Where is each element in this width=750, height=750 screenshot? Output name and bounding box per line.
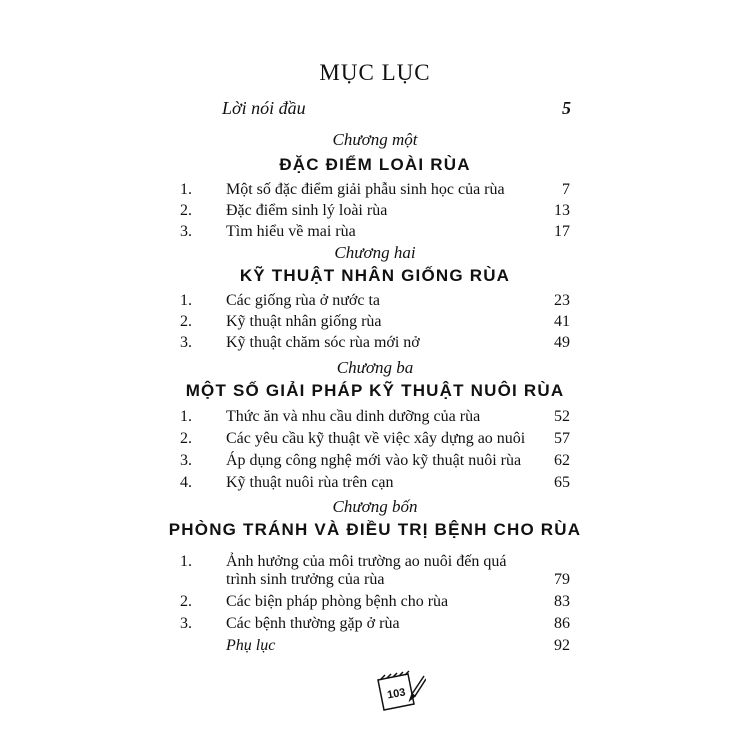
toc-item-page: 17 bbox=[554, 223, 570, 240]
toc-item-page: 86 bbox=[554, 615, 570, 632]
toc-row bbox=[0, 202, 750, 224]
toc-row bbox=[0, 313, 750, 335]
notebook-pencil-icon bbox=[372, 670, 426, 714]
toc-item-number: 2. bbox=[180, 202, 192, 219]
toc-item-text: Áp dụng công nghệ mới vào kỹ thuật nuôi rùa bbox=[226, 452, 522, 469]
appendix-page-number: 92 bbox=[554, 637, 570, 654]
toc-row bbox=[0, 223, 750, 245]
toc-item-page: 52 bbox=[554, 408, 570, 425]
toc-item-page: 62 bbox=[554, 452, 570, 469]
toc-row bbox=[0, 474, 750, 496]
toc-item-number: 4. bbox=[180, 474, 192, 491]
toc-row bbox=[0, 334, 750, 356]
toc-item-page: 41 bbox=[554, 313, 570, 330]
toc-item-page: 23 bbox=[554, 292, 570, 309]
toc-item-text: Kỹ thuật nuôi rùa trên cạn bbox=[226, 474, 394, 491]
toc-item-text: Ảnh hưởng của môi trường ao nuôi đến quá bbox=[226, 553, 507, 570]
toc-item-page: 79 bbox=[554, 571, 570, 588]
toc-item-page: 83 bbox=[554, 593, 570, 610]
chapter-heading: ĐẶC ĐIỂM LOÀI RÙA bbox=[279, 155, 471, 174]
intro-label: Lời nói đầu bbox=[222, 98, 306, 118]
chapter-heading: KỸ THUẬT NHÂN GIỐNG RÙA bbox=[239, 266, 511, 285]
toc-row bbox=[0, 452, 750, 474]
toc-item-number: 1. bbox=[180, 292, 192, 309]
chapter-heading: MỘT SỐ GIẢI PHÁP KỸ THUẬT NUÔI RÙA bbox=[185, 381, 565, 400]
toc-item-text: Các bệnh thường gặp ở rùa bbox=[226, 615, 400, 632]
toc-item-text: Kỹ thuật nhân giống rùa bbox=[226, 313, 382, 330]
toc-row bbox=[0, 408, 750, 430]
toc-item-text: Thức ăn và nhu cầu dinh dưỡng của rùa bbox=[226, 408, 481, 425]
toc-item-page: 49 bbox=[554, 334, 570, 351]
toc-item-page: 7 bbox=[562, 181, 570, 198]
toc-row bbox=[0, 593, 750, 615]
chapter-label: Chương hai bbox=[334, 243, 416, 262]
toc-row bbox=[0, 571, 750, 593]
toc-item-number: 1. bbox=[180, 408, 192, 425]
toc-item-number: 2. bbox=[180, 313, 192, 330]
toc-row bbox=[0, 292, 750, 314]
chapter-label: Chương bốn bbox=[332, 497, 418, 516]
toc-item-text: Đặc điểm sinh lý loài rùa bbox=[226, 202, 388, 219]
intro-page-number: 5 bbox=[562, 98, 571, 118]
chapter-label: Chương ba bbox=[336, 358, 414, 377]
toc-row bbox=[0, 430, 750, 452]
toc-item-text: Một số đặc điểm giải phẫu sinh học của rùa bbox=[226, 181, 505, 198]
toc-item-page: 57 bbox=[554, 430, 570, 447]
toc-item-page: 65 bbox=[554, 474, 570, 491]
toc-item-number: 2. bbox=[180, 430, 192, 447]
toc-row bbox=[0, 181, 750, 203]
toc-item-text: Kỹ thuật chăm sóc rùa mới nở bbox=[226, 334, 420, 351]
toc-row bbox=[0, 615, 750, 637]
toc-item-number: 1. bbox=[180, 553, 192, 570]
toc-item-text: Tìm hiểu về mai rùa bbox=[226, 223, 356, 240]
page-number: 103 bbox=[386, 686, 407, 702]
toc-item-number: 3. bbox=[180, 452, 192, 469]
chapter-label: Chương một bbox=[332, 130, 418, 149]
toc-item-page: 13 bbox=[554, 202, 570, 219]
toc-item-number: 3. bbox=[180, 615, 192, 632]
toc-item-number: 2. bbox=[180, 593, 192, 610]
toc-item-text: Các biện pháp phòng bệnh cho rùa bbox=[226, 593, 449, 610]
chapter-heading: PHÒNG TRÁNH VÀ ĐIỀU TRỊ BỆNH CHO RÙA bbox=[168, 520, 582, 539]
toc-item-text: Các giống rùa ở nước ta bbox=[226, 292, 380, 309]
page-title: MỤC LỤC bbox=[319, 60, 431, 85]
toc-item-text: Các yêu cầu kỹ thuật về việc xây dựng ao nuôi bbox=[226, 430, 526, 447]
appendix-label: Phụ lục bbox=[226, 637, 276, 654]
toc-item-text-continued: trình sinh trưởng của rùa bbox=[226, 571, 385, 588]
toc-item-number: 1. bbox=[180, 181, 192, 198]
toc-item-number: 3. bbox=[180, 334, 192, 351]
toc-item-number: 3. bbox=[180, 223, 192, 240]
